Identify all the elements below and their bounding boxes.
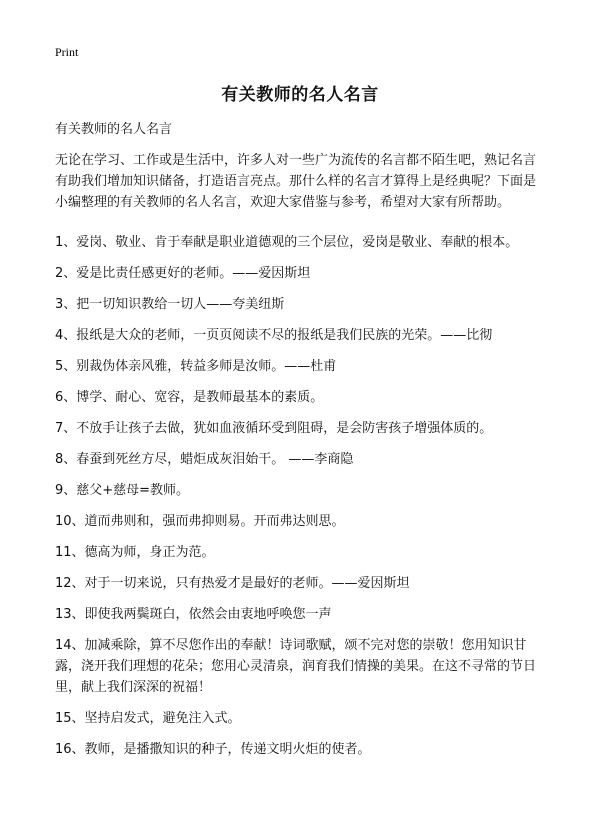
quote-item: 15、坚持启发式，避免注入式。 xyxy=(55,711,241,726)
quote-item: 8、春蚕到死丝方尽，蜡炬成灰泪始干。 ——李商隐 xyxy=(55,452,354,467)
quote-item: 10、道而弗则和，强而弗抑则易。开而弗达则思。 xyxy=(55,514,345,529)
quote-item: 13、即使我两鬓斑白，依然会由衷地呼唤您一声 xyxy=(55,607,332,622)
quote-item: 9、慈父+慈母=教师。 xyxy=(55,483,190,498)
page-title: 有关教师的名人名言 xyxy=(221,85,379,105)
quote-item: 14、加减乘除，算不尽您作出的奉献！诗词歌赋，颂不完对您的崇敬！您用知识甘露，浇开我们理想的花朵；您用心灵清泉，润育我们情操的美果。在这不寻常的节日里，献上我们深深的祝福！ xyxy=(55,638,537,695)
quote-item: 4、报纸是大众的老师，一页页阅读不尽的报纸是我们民族的光荣。——比彻 xyxy=(55,328,493,343)
quote-item: 6、博学、耐心、宽容，是教师最基本的素质。 xyxy=(55,390,324,405)
intro-paragraph: 无论在学习、工作或是生活中，许多人对一些广为流传的名言都不陌生吧，熟记名言有助我们增加知识储备，打造语言亮点。那什么样的名言才算得上是经典呢？下面是小编整理的有关教师的名人名言，欢迎大家借鉴与参考，希望对大家有所帮助。 xyxy=(55,153,537,210)
quote-item: 5、别裁伪体亲风雅，转益多师是汝师。——杜甫 xyxy=(55,359,337,374)
quote-item: 12、对于一切来说，只有热爱才是最好的老师。——爱因斯坦 xyxy=(55,576,410,591)
quote-list xyxy=(55,232,547,770)
article-subtitle: 有关教师的名人名言 xyxy=(55,122,173,137)
quote-item: 11、德高为师，身正为范。 xyxy=(55,545,215,560)
quote-item: 1、爱岗、敬业、肯于奉献是职业道德观的三个层位，爱岗是敬业、奉献的根本。 xyxy=(55,235,519,250)
quote-item: 16、教师，是播撒知识的种子，传递文明火炬的使者。 xyxy=(55,742,371,757)
print-link[interactable]: Print xyxy=(55,45,79,59)
quote-item: 2、爱是比责任感更好的老师。——爱因斯坦 xyxy=(55,266,311,281)
quote-item: 3、把一切知识教给一切人——夸美纽斯 xyxy=(55,297,285,312)
quote-item: 7、不放手让孩子去做，犹如血液循环受到阻碍，是会防害孩子增强体质的。 xyxy=(55,421,493,436)
